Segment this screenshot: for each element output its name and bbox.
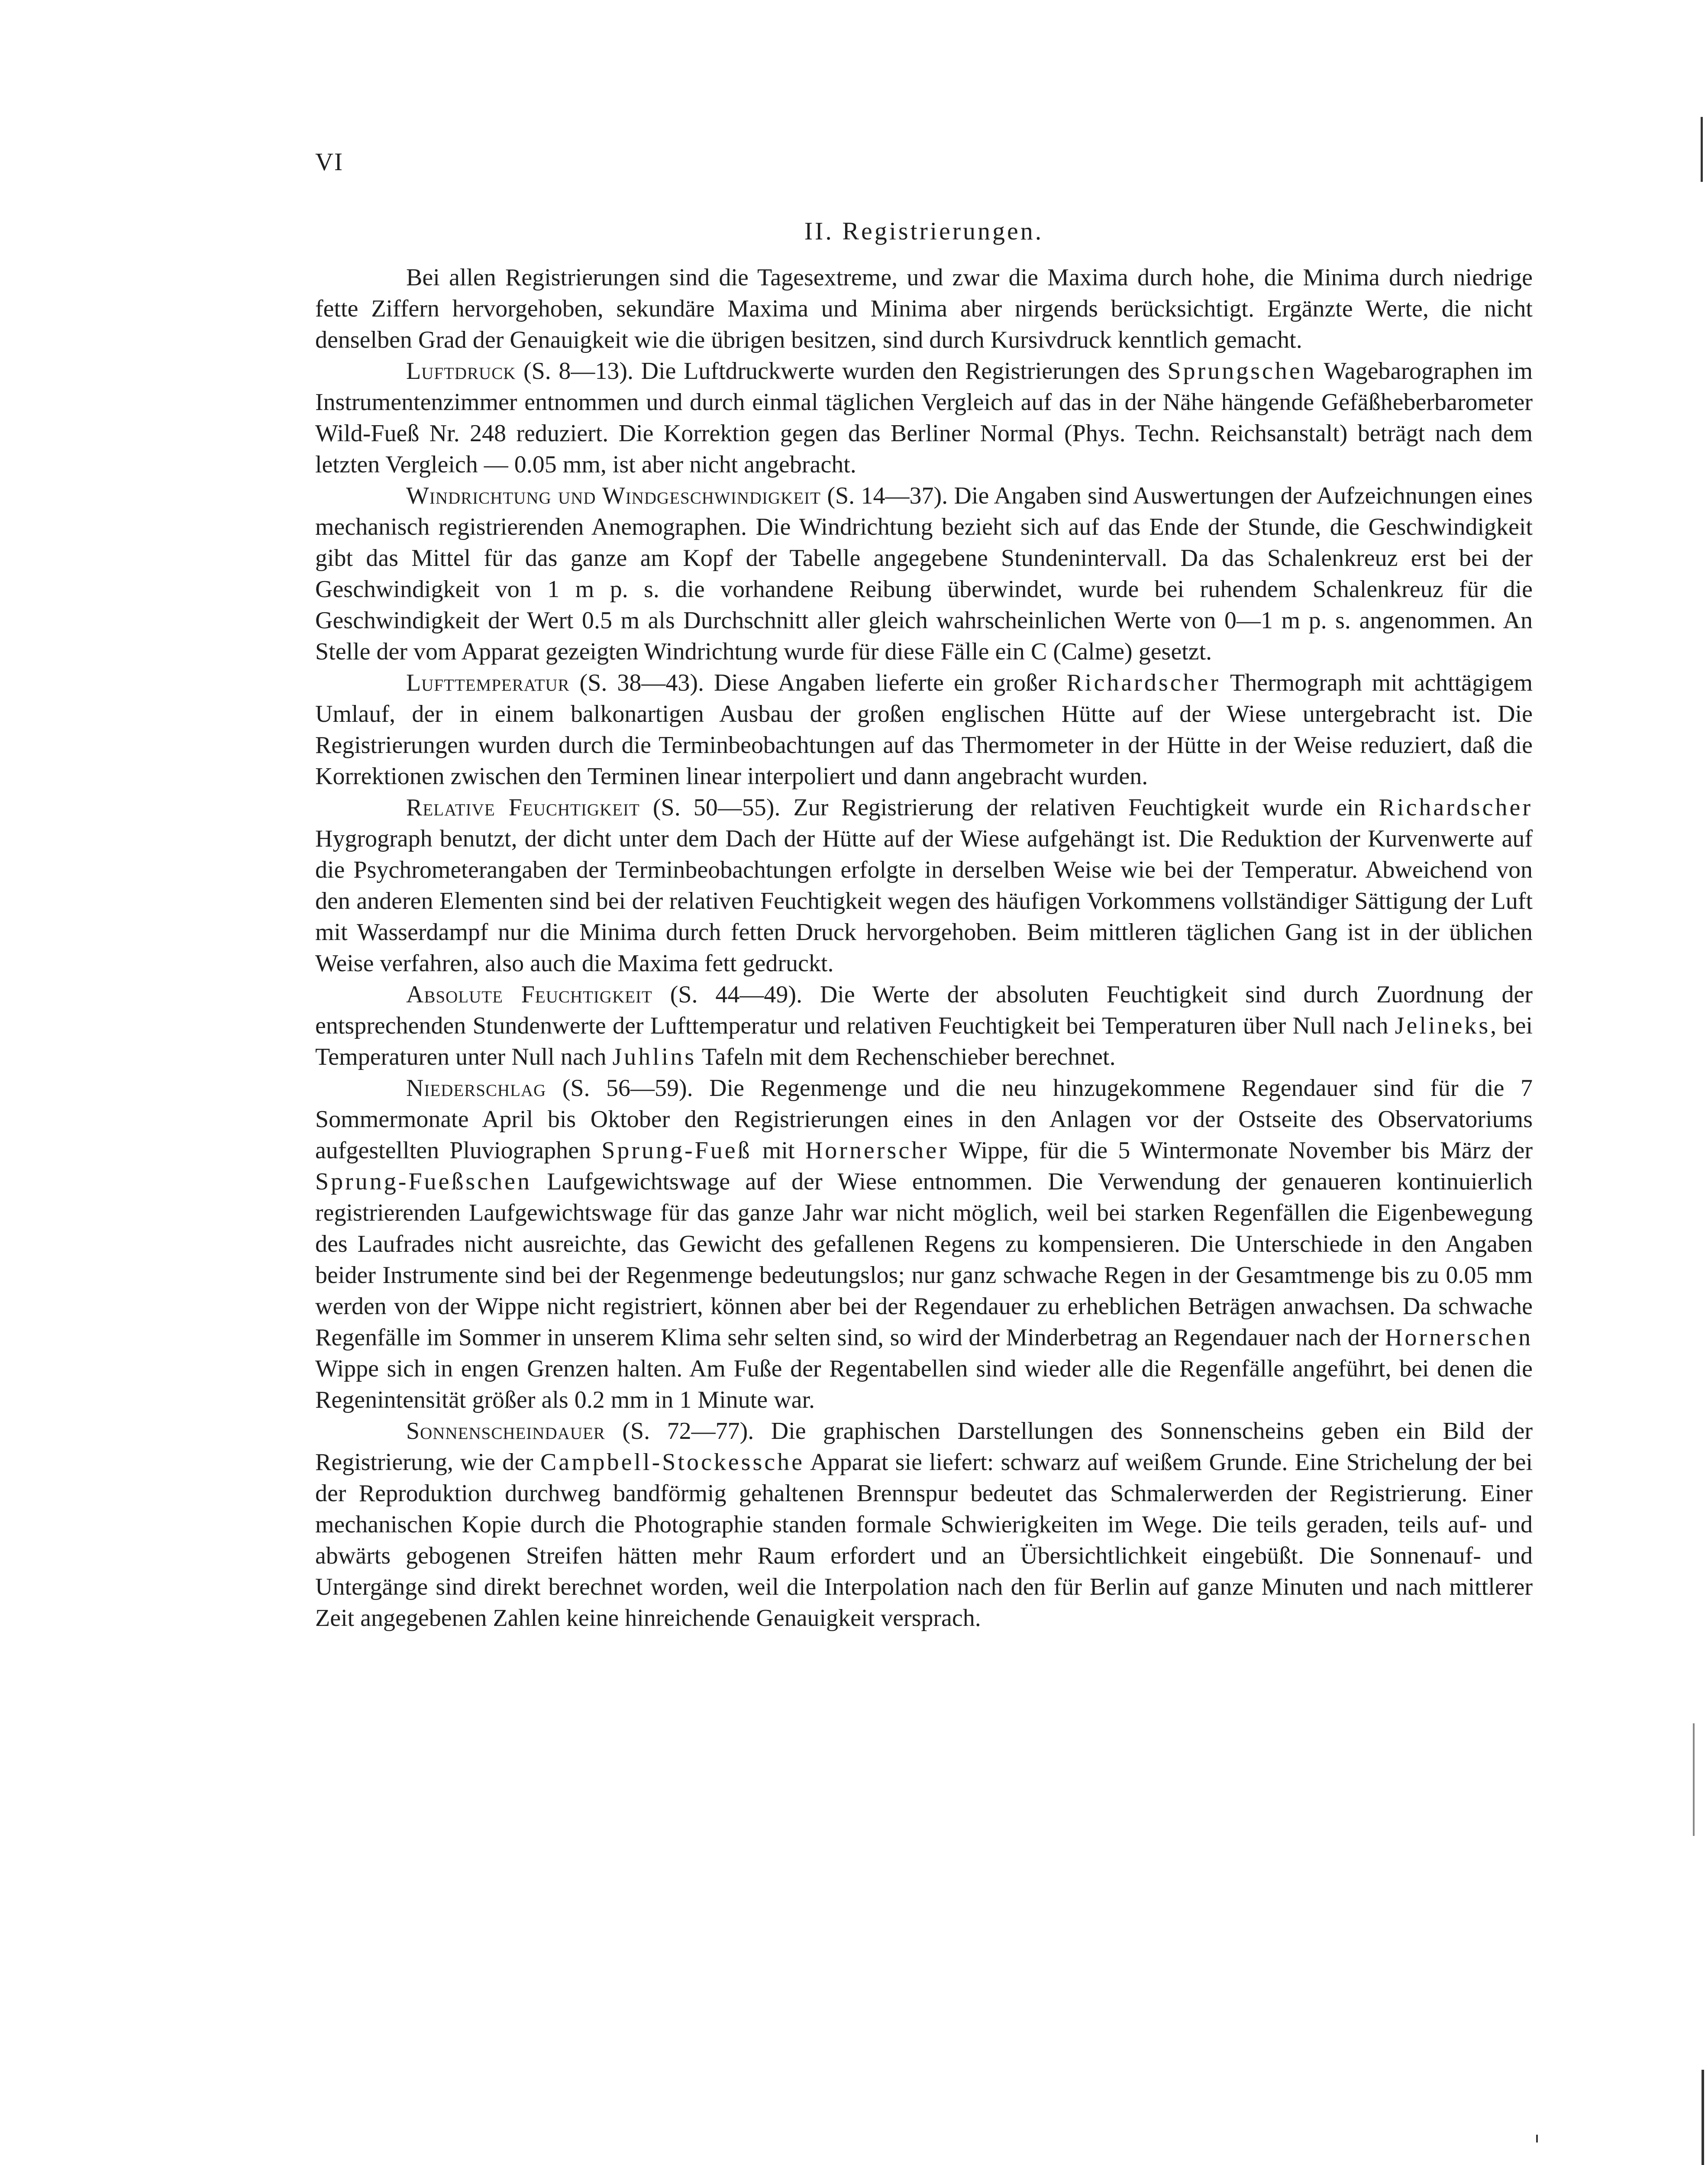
- paragraph-text: Diese Angaben lieferte ein großer: [704, 669, 1067, 696]
- paragraph-text: Die Luftdruckwerte wurden den Registrierungen des: [633, 358, 1168, 385]
- spaced-name: Sprung-Fueß: [601, 1137, 752, 1164]
- spaced-name: Sprung-Fueßschen: [315, 1168, 532, 1195]
- paragraph-lead: Lufttemperatur: [406, 669, 570, 696]
- scan-artifact: [1701, 117, 1703, 182]
- paragraph-text: Hygrograph benutzt, der dicht unter dem Dach der Hütte auf der Wiese aufgehängt ist. Die Reduktion der Kurvenwerte auf die Psychrometerangaben der Terminbeobachtungen erfolgte in derselben Weise wie bei der Temperatur. Abweichend von den anderen Elementen sind bei der relativen Feuchtigkeit wegen des häufigen Vorkommens vollständiger Sättigung der Luft mit Wasserdampf nur die Minima durch fetten Druck hervorgehoben. Beim mittleren täglichen Gang ist in der üblichen Weise verfahren, also auch die Maxima fett gedruckt.: [315, 825, 1533, 977]
- page-range: (S. 50—55).: [639, 794, 781, 821]
- spaced-name: Hornerscher: [805, 1137, 949, 1164]
- paragraph-text: Die Angaben sind Auswertungen der Aufzeichnungen eines mechanisch registrierenden Anemographen. Die Windrichtung bezieht sich auf das Ende der Stunde, die Geschwindigkeit gibt das Mittel für das ganze am Kopf der Tabelle angegebene Stundenintervall. Da das Schalenkreuz erst bei der Geschwindigkeit von 1 m p. s. die vorhandene Reibung überwindet, wurde bei ruhendem Schalenkreuz für die Geschwindigkeit der Wert 0.5 m als Durchschnitt aller gleich wahrscheinlichen Werte von 0—1 m p. s. angenommen. An Stelle der vom Apparat gezeigten Windrichtung wurde für diese Fälle ein C (Calme) gesetzt.: [315, 482, 1533, 665]
- page-range: (S. 14—37).: [820, 482, 948, 509]
- paragraph-text: Bei allen Registrierungen sind die Tagesextreme, und zwar die Maxima durch hohe, die Minima durch niedrige fette Ziffern hervorgehoben, sekundäre Maxima und Minima aber nirgends berücksichtigt. Ergänzte Werte, die nicht denselben Grad der Genauigkeit wie die übrigen besitzen, sind durch Kursivdruck kenntlich gemacht.: [315, 264, 1533, 353]
- section-heading: II. Registrierungen.: [804, 217, 1044, 245]
- spaced-name: Richardscher: [1066, 669, 1220, 696]
- paragraph-text: Thermograph mit achttägigem Umlauf, der in einem balkonartigen Ausbau der großen englischen Hütte auf der Wiese untergebracht ist. Die Registrierungen wurden durch die Terminbeobachtungen auf das Thermometer in der Hütte in der Weise reduziert, daß die Korrektionen zwischen den Terminen linear interpoliert und dann angebracht wurden.: [315, 669, 1533, 790]
- page-number: VI: [315, 148, 344, 176]
- scan-artifact: [1702, 2070, 1704, 2165]
- paragraph-sonnenscheindauer: [315, 1415, 1533, 1634]
- paragraph-lufttemperatur: [315, 667, 1533, 792]
- paragraph-relative-feuchtigkeit: [315, 792, 1533, 979]
- paragraph-text: Laufgewichtswage auf der Wiese entnommen. Die Verwendung der genaueren kontinuierlich registrierenden Laufgewichtswage für das ganze Jahr war nicht möglich, weil bei starken Regenfällen die Eigenbewegung des Laufrades nicht ausreichte, das Gewicht des gefallenen Regens zu kompensieren. Die Unterschiede in den Angaben beider Instrumente sind bei der Regenmenge bedeutungslos; nur ganz schwache Regen in der Gesamtmenge bis zu 0.05 mm werden von der Wippe nicht registriert, können aber bei der Regendauer zu erheblichen Beträgen anwachsen. Da schwache Regenfälle im Sommer in unserem Klima sehr selten sind, so wird der Minderbetrag an Regendauer nach der: [315, 1168, 1533, 1351]
- spaced-name: Hornerschen: [1385, 1324, 1533, 1351]
- page-range: (S. 56—59).: [546, 1075, 693, 1102]
- paragraph-niederschlag: [315, 1073, 1533, 1415]
- text-body: [315, 216, 1533, 1634]
- paragraph-lead: Sonnenscheindauer: [406, 1418, 605, 1444]
- paragraph-intro: [315, 262, 1533, 355]
- paragraph-lead: Windrichtung und Windgeschwindigkeit: [406, 482, 821, 509]
- spaced-name: Campbell-Stockessche: [540, 1449, 804, 1476]
- page-range: (S. 72—77).: [605, 1418, 754, 1444]
- paragraph-lead: Luftdruck: [406, 358, 516, 385]
- page-range: (S. 38—43).: [569, 669, 704, 696]
- paragraph-text: Wippe, für die 5 Wintermonate November bis März der: [949, 1137, 1533, 1164]
- spaced-name: Juhlins: [612, 1044, 697, 1070]
- paragraph-absolute-feuchtigkeit: [315, 979, 1533, 1073]
- scan-artifact: [1536, 2135, 1538, 2142]
- paragraph-luftdruck: [315, 355, 1533, 480]
- paragraph-wind: [315, 480, 1533, 667]
- spaced-name: Sprungschen: [1167, 358, 1317, 385]
- paragraph-text: Wippe sich in engen Grenzen halten. Am Fuße der Regentabellen sind wieder alle die Regenfälle angeführt, bei denen die Regenintensität größer als 0.2 mm in 1 Minute war.: [315, 1355, 1533, 1413]
- paragraph-text: Zur Registrierung der relativen Feuchtigkeit wurde ein: [780, 794, 1379, 821]
- paragraph-text: Wagebarographen im Instrumentenzimmer entnommen und durch einmal täglichen Vergleich auf das in der Nähe hängende Gefäßheberbarometer Wild-Fueß Nr. 248 reduziert. Die Korrektion gegen das Berliner Normal (Phys. Techn. Reichsanstalt) beträgt nach dem letzten Vergleich — 0.05 mm, ist aber nicht angebracht.: [315, 358, 1533, 478]
- paragraph-lead: Relative Feuchtigkeit: [406, 794, 640, 821]
- paragraph-text: mit: [752, 1137, 805, 1164]
- paragraph-text: Die Werte der absoluten Feuchtigkeit sind durch Zuordnung der entsprechenden Stundenwerte der Lufttemperatur und relativen Feuchtigkeit bei Temperaturen über Null nach: [315, 981, 1533, 1039]
- spaced-name: Jelineks: [1395, 1012, 1491, 1039]
- paragraph-text: Die graphischen Darstellungen des Sonnenscheins geben ein Bild der Registrierung, wie der: [315, 1418, 1533, 1476]
- page-range: (S. 8—13).: [516, 358, 634, 385]
- scan-artifact: [1693, 1723, 1695, 1836]
- paragraph-text: , bei Temperaturen unter Null nach: [315, 1012, 1533, 1070]
- paragraph-text: Apparat sie liefert: schwarz auf weißem Grunde. Eine Strichelung der bei der Reproduktion durchweg bandförmig gehaltenen Brennspur bedeutet das Schmalerwerden der Registrierung. Einer mechanischen Kopie durch die Photographie standen formale Schwierigkeiten im Wege. Die teils geraden, teils auf- und abwärts gebogenen Streifen hätten mehr Raum erfordert und an Übersichtlichkeit eingebüßt. Die Sonnenauf- und Untergänge sind direkt berechnet worden, weil die Interpolation nach den für Berlin auf ganze Minuten und nach mittlerer Zeit angegebenen Zahlen keine hinreichende Genauigkeit versprach.: [315, 1449, 1533, 1632]
- page-range: (S. 44—49).: [652, 981, 802, 1008]
- paragraph-lead: Absolute Feuchtigkeit: [406, 981, 652, 1008]
- paragraph-text: Die Regenmenge und die neu hinzugekommene Regendauer sind für die 7 Sommermonate April bis Oktober den Registrierungen eines in den Anlagen vor der Ostseite des Observatoriums aufgestellten Pluviographen: [315, 1075, 1533, 1164]
- paragraph-text: Tafeln mit dem Rechenschieber berechnet.: [696, 1044, 1116, 1070]
- spaced-name: Richardscher: [1379, 794, 1533, 821]
- paragraph-lead: Niederschlag: [406, 1075, 546, 1102]
